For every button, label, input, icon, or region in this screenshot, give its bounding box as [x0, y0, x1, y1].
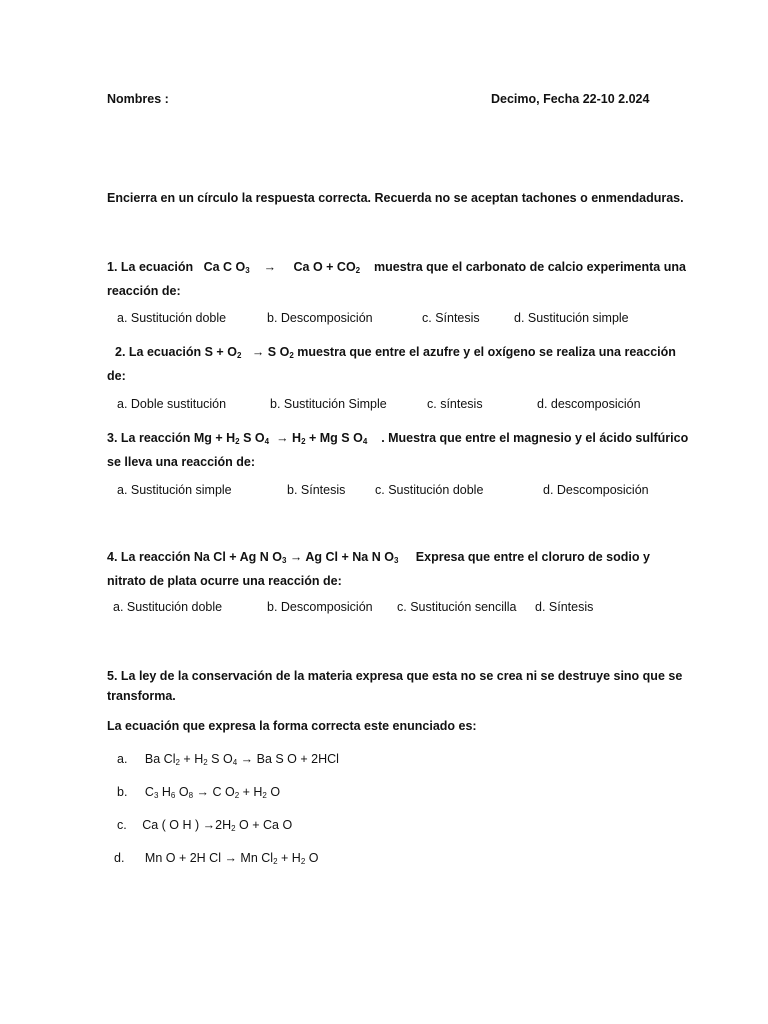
question-2-line-1: 2. La ecuación $S + O_2$ → S $O_2$ muestra que entre el azufre y el oxígeno se realiza una reacción [115, 345, 676, 360]
q5-option-c[interactable]: c. Ca ( O H ) $\to 2H_2$ O + Ca O [117, 818, 293, 833]
question-3-line-1: 3. La reacción $Mg + H_2$ S $O_4 \to H_2 + Mg$ S $O_4$ . Muestra que entre el magnesio y el ácido sulfúrico [107, 431, 689, 446]
grade-date: Decimo, Fecha 22-10 2.024 [491, 92, 650, 106]
q3-option-d[interactable]: d. Descomposición [543, 483, 649, 497]
question-4 [107, 547, 662, 591]
question-1 [107, 257, 686, 301]
question-3 [107, 428, 689, 472]
question-5 [107, 666, 683, 706]
q1-option-c[interactable]: c. Síntesis [422, 311, 480, 325]
q2-option-d[interactable]: d. descomposición [537, 397, 641, 411]
question-1-line-1: 1. La ecuación Ca C $O_3$ → Ca $O + CO_2$ muestra que el carbonato de calcio experimenta una [107, 260, 686, 275]
q5-option-b[interactable]: b. $C_3$ $H_6$ $O_8 \to C$ $O_2 + H_2$ O [117, 785, 281, 800]
question-4-line-2: nitrato de plata ocurre una reacción de: [107, 574, 342, 588]
q4-option-b[interactable]: b. Descomposición [267, 600, 373, 614]
q4-option-d[interactable]: d. Síntesis [535, 600, 594, 614]
question-3-line-2: se lleva una reacción de: [107, 455, 255, 469]
instructions: Encierra en un círculo la respuesta correcta. Recuerda no se aceptan tachones o enmendaduras. [107, 191, 684, 205]
q4-option-a[interactable]: a. Sustitución doble [113, 600, 223, 614]
q2-option-c[interactable]: c. síntesis [427, 397, 483, 411]
question-2 [107, 342, 676, 386]
q2-option-b[interactable]: b. Sustitución Simple [270, 397, 387, 411]
question-5-line-1: 5. La ley de la conservación de la materia expresa que esta no se crea ni se destruye sino que se [107, 669, 683, 683]
question-1-line-2: reacción de: [107, 284, 181, 298]
q1-option-a[interactable]: a. Sustitución doble [117, 311, 227, 325]
question-4-line-1: 4. La reacción Na Cl + Ag N $O_3 \to Ag$ Cl + Na N $O_3$ Expresa que entre el cloruro de sodio y [107, 550, 650, 565]
q3-option-c[interactable]: c. Sustitución doble [375, 483, 484, 497]
names-label: Nombres : [107, 92, 169, 106]
q5-option-a[interactable]: a. Ba $Cl_2 + H_2$ S $O_4 \to Ba$ S O + 2HCl [117, 752, 339, 767]
q4-option-c[interactable]: c. Sustitución sencilla [397, 600, 517, 614]
q2-option-a[interactable]: a. Doble sustitución [117, 397, 227, 411]
question-5-line-2: transforma. [107, 689, 176, 703]
question-5-prompt: La ecuación que expresa la forma correcta este enunciado es: [107, 719, 477, 733]
q3-option-a[interactable]: a. Sustitución simple [117, 483, 232, 497]
q1-option-d[interactable]: d. Sustitución simple [514, 311, 629, 325]
q5-option-d[interactable]: d. Mn O + 2H Cl → Mn $Cl_2 + H_2$ O [114, 851, 319, 866]
q1-option-b[interactable]: b. Descomposición [267, 311, 373, 325]
q3-option-b[interactable]: b. Síntesis [287, 483, 346, 497]
question-2-line-2: de: [107, 369, 126, 383]
